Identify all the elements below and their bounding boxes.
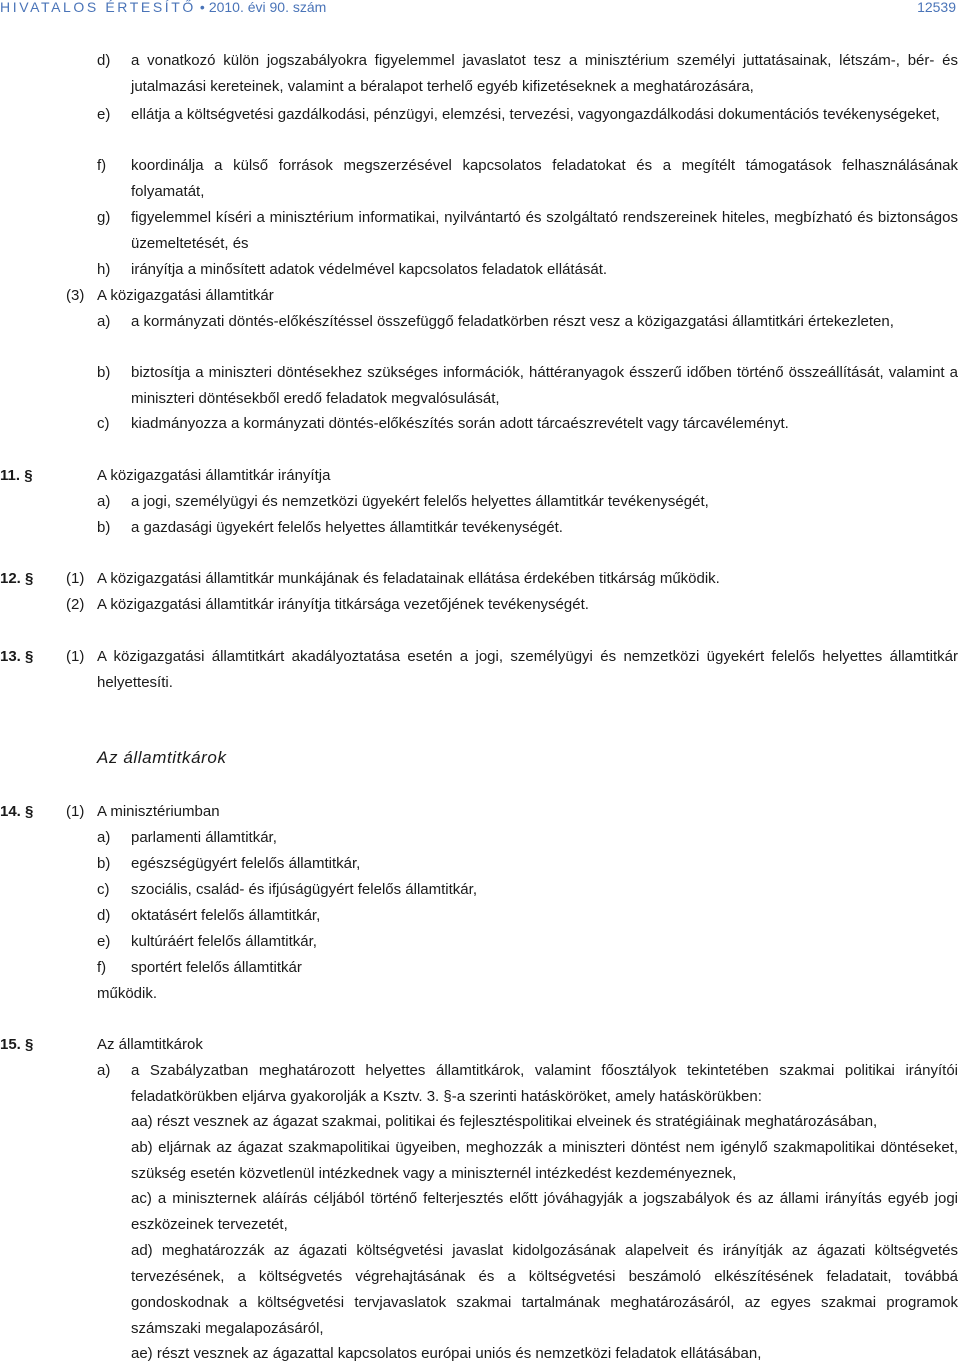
paragraph-label: (1)	[66, 570, 85, 587]
item-text: a jogi, személyügyi és nemzetközi ügyekért felelős helyettes államtitkár tevékenységét,	[131, 493, 709, 510]
item-label: e)	[97, 933, 111, 950]
section-label: 12. §	[0, 570, 34, 587]
section-14-closing	[0, 981, 960, 1007]
item-label: d)	[97, 907, 111, 924]
item-text: szociális, család- és ifjúságügyért felelős államtitkár,	[131, 881, 477, 898]
item-text: sportért felelős államtitkár	[131, 959, 302, 976]
journal-header	[0, 0, 326, 20]
list-item	[0, 877, 960, 903]
item-label: a)	[97, 829, 111, 846]
item-label: a)	[97, 1062, 111, 1079]
item-11a	[0, 489, 960, 515]
paragraph-text: A közigazgatási államtitkár	[97, 287, 274, 304]
item-text: ellátja a költségvetési gazdálkodási, pénzügyi, elemzési, tervezési, vagyongazdálkodási dokumentációs tevékenységeket,	[131, 106, 940, 123]
item-text: koordinálja a külső források megszerzésével kapcsolatos feladatokat és a megítélt támogatások felhasználásának folyamatát,	[131, 157, 958, 200]
paragraph-text: A minisztériumban	[97, 803, 220, 820]
subsection-heading: Az államtitkárok	[97, 748, 227, 767]
paragraph-label: (2)	[66, 596, 85, 613]
item-d	[0, 48, 960, 100]
subitem-text: aa) részt vesznek az ágazat szakmai, politikai és fejlesztéspolitikai elveinek és stratégiáinak meghatározásában,	[131, 1113, 878, 1130]
closing-text: működik.	[97, 985, 158, 1002]
item-text: a vonatkozó külön jogszabályokra figyelemmel javaslatot tesz a minisztérium személyi juttatásainak, létszám-, bér- és jutalmazási kereteinek, valamint a béralapot terhelő egyéb kifizetéseknek a meghatározására,	[131, 52, 958, 95]
item-text: a kormányzati döntés-előkészítéssel összefüggő feladatkörben részt vesz a közigazgatási államtitkári értekezleten,	[131, 313, 894, 330]
paragraph-label: (1)	[66, 648, 85, 665]
section-15	[0, 1032, 960, 1058]
item-label: e)	[97, 106, 111, 123]
item-label: h)	[97, 261, 111, 278]
item-11b	[0, 515, 960, 541]
item-label: b)	[97, 364, 111, 381]
section-14	[0, 799, 960, 825]
page-number: 12539	[917, 0, 956, 15]
item-3b	[0, 360, 960, 412]
subitem-text: ac) a miniszternek aláírás céljából történő felterjesztés előtt jóváhagyják a jogszabályok és az állami irányítás egyéb jogi eszközeinek tervezetét,	[131, 1190, 958, 1233]
item-label: c)	[97, 415, 110, 432]
list-item	[0, 851, 960, 877]
section-11	[0, 463, 960, 489]
page-header	[0, 0, 960, 24]
item-label: b)	[97, 855, 111, 872]
section-text: Az államtitkárok	[97, 1036, 203, 1053]
list-item	[0, 825, 960, 851]
item-label: b)	[97, 519, 111, 536]
item-text: parlamenti államtitkár,	[131, 829, 277, 846]
paragraph-text: A közigazgatási államtitkár munkájának és feladatainak ellátása érdekében titkárság működik.	[97, 570, 720, 587]
section-label: 14. §	[0, 803, 34, 820]
subitem-text: ad) meghatározzák az ágazati költségvetési javaslat kidolgozásának alapelveit és irányítják az ágazati költségvetés tervezésének, a költségvetés végrehajtásának és a költségvetési beszámoló elkészítésének feladatait, továbbá gondoskodnak a költségvetési tervjavaslatok szakmai tartalmának meghatározásáról, az egyes szakmai programok számszaki megalapozásáról,	[131, 1242, 958, 1337]
list-item	[0, 929, 960, 955]
item-e	[0, 102, 960, 154]
list-item	[0, 955, 960, 981]
subitem-ab	[0, 1135, 960, 1187]
paragraph-3	[0, 283, 960, 309]
paragraph-label: (1)	[66, 803, 85, 820]
section-13	[0, 644, 960, 696]
header-bullet: •	[199, 0, 205, 15]
subitem-ad	[0, 1238, 960, 1342]
item-label: d)	[97, 52, 111, 69]
list-item	[0, 903, 960, 929]
item-label: f)	[97, 959, 107, 976]
subitem-aa	[0, 1109, 960, 1135]
item-g	[0, 205, 960, 257]
subitem-text: ab) eljárnak az ágazat szakmapolitikai ügyeiben, meghozzák a miniszteri döntést nem igénylő szakmapolitikai döntéseket, szükség esetén közvetlenül intézkednek vagy a miniszternél intézkedést kezdeményeznek,	[131, 1139, 958, 1182]
section-12-paragraph-2	[0, 592, 960, 618]
item-text: egészségügyért felelős államtitkár,	[131, 855, 361, 872]
item-text: a gazdasági ügyekért felelős helyettes államtitkár tevékenységét.	[131, 519, 563, 536]
item-text: biztosítja a miniszteri döntésekhez szükséges információk, háttéranyagok ésszerű időben történő összeállítását, valamint a miniszteri döntésekből eredő feladatok megvalósulását,	[131, 364, 958, 407]
item-h	[0, 257, 960, 283]
paragraph-text: A közigazgatási államtitkár irányítja titkársága vezetőjének tevékenységét.	[97, 596, 589, 613]
item-text: oktatásért felelős államtitkár,	[131, 907, 321, 924]
subitem-ae	[0, 1341, 960, 1367]
section-label: 15. §	[0, 1036, 34, 1053]
paragraph-text: A közigazgatási államtitkárt akadályoztatása esetén a jogi, személyügyi és nemzetközi ügyekért felelős helyettes államtitkár helyettesíti.	[97, 648, 958, 691]
item-text: figyelemmel kíséri a minisztérium informatikai, nyilvántartó és szolgáltató rendszereinek hiteles, megbízható és biztonságos üzemeltetését, és	[131, 209, 958, 252]
item-label: a)	[97, 313, 111, 330]
item-text: kiadmányozza a kormányzati döntés-előkészítés során adott tárcaészrevételt vagy tárcavéleményt.	[131, 415, 789, 432]
item-label: c)	[97, 881, 110, 898]
item-f	[0, 153, 960, 205]
section-label: 11. §	[0, 467, 33, 484]
section-text: A közigazgatási államtitkár irányítja	[97, 467, 331, 484]
item-3a	[0, 309, 960, 361]
item-label: a)	[97, 493, 111, 510]
item-text: kultúráért felelős államtitkár,	[131, 933, 317, 950]
section-label: 13. §	[0, 648, 34, 665]
item-15a	[0, 1058, 960, 1110]
issue-number: 2010. évi 90. szám	[208, 0, 327, 15]
item-3c	[0, 411, 960, 437]
subitem-ac	[0, 1186, 960, 1238]
item-label: g)	[97, 209, 111, 226]
item-text: irányítja a minősített adatok védelmével kapcsolatos feladatok ellátását.	[131, 261, 608, 278]
section-12	[0, 566, 960, 592]
journal-title: HIVATALOS ÉRTESÍTŐ	[0, 0, 196, 15]
item-text: a Szabályzatban meghatározott helyettes államtitkárok, valamint főosztályok tekintetében szakmai politikai irányítói feladatkörükben eljárva gyakorolják a Ksztv. 3. §-a szerinti hatásköröket, amely hatáskörükben:	[131, 1062, 958, 1105]
item-label: f)	[97, 157, 107, 174]
paragraph-label: (3)	[66, 287, 85, 304]
subitem-text: ae) részt vesznek az ágazattal kapcsolatos európai uniós és nemzetközi feladatok ellátásában,	[131, 1345, 762, 1362]
